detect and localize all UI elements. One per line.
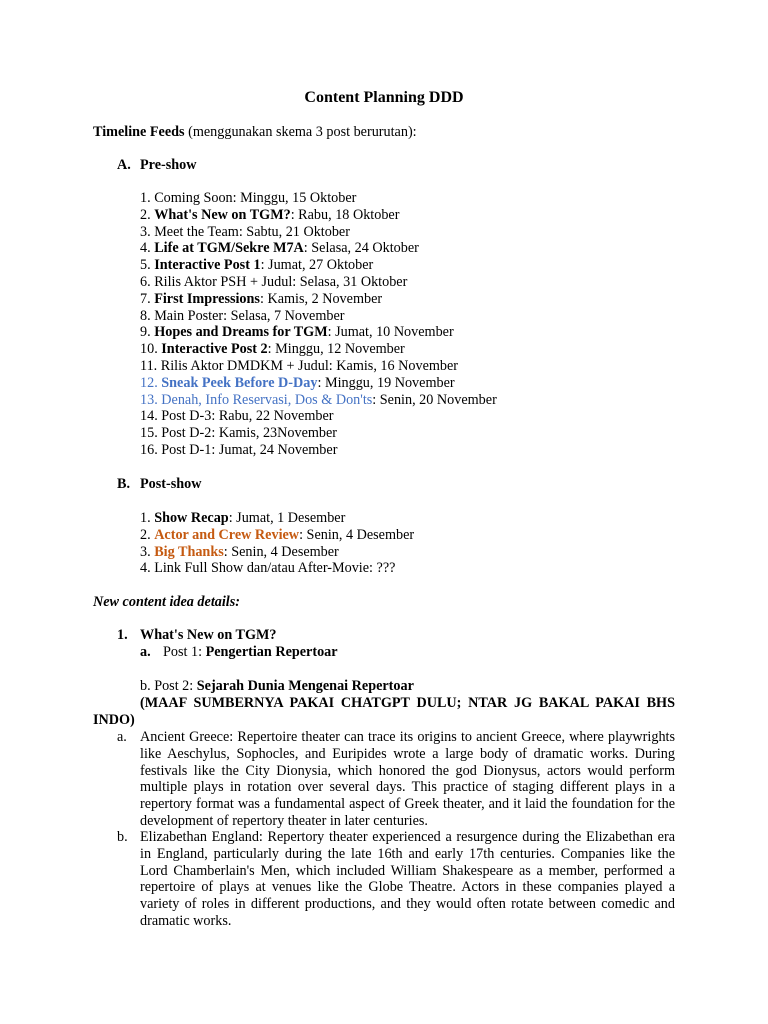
list-item: 1. Coming Soon: Minggu, 15 Oktober (140, 190, 357, 206)
document-title: Content Planning DDD (304, 89, 464, 106)
sub-a-line: Post 1: Pengertian Repertoar (163, 644, 338, 660)
list-item: 8. Main Poster: Selasa, 7 November (140, 307, 345, 324)
idea-1-marker: 1. (117, 627, 128, 643)
section-pre-heading: Pre-show (140, 157, 197, 173)
section-post-marker: B. (117, 476, 131, 492)
list-item: 1. Show Recap: Jumat, 1 Desember (140, 510, 346, 526)
section-pre-marker: A. (117, 157, 131, 173)
list-item: 4. Life at TGM/Sekre M7A: Selasa, 24 Oktober (140, 240, 419, 257)
sub-a-marker: a. (140, 644, 151, 660)
warning-note: (MAAF SUMBERNYA PAKAI CHATGPT DULU; NTAR JG BAKAL PAKAI BHS INDO) (93, 695, 675, 728)
point-a-marker: a. (117, 729, 127, 745)
point-b-paragraph: Elizabethan England: Repertory theater experienced a resurgence during the Elizabethan era in England, particularly during the late 16th and early 17th centuries. Companies like the Lord Chamberlain's Men, which included William Shakespeare as a member, performed a repertoire of plays at venues like the Globe Theatre. Actors in these companies played a variety of roles in different productions, and they would often rotate between comedic and dramatic works. (140, 829, 675, 929)
point-b-marker: b. (117, 829, 128, 845)
list-item: 4. Link Full Show dan/atau After-Movie: ??? (140, 560, 396, 577)
list-item: 10. Interactive Post 2: Minggu, 12 November (140, 341, 405, 358)
list-item: 9. Hopes and Dreams for TGM: Jumat, 10 November (140, 324, 454, 341)
list-item: 2. What's New on TGM?: Rabu, 18 Oktober (140, 206, 400, 223)
list-item: 2. Actor and Crew Review: Senin, 4 Desember (140, 526, 415, 543)
pre-show-list (140, 190, 497, 459)
intro-bold: Timeline Feeds (93, 124, 185, 140)
list-item: 6. Rilis Aktor PSH + Judul: Selasa, 31 Oktober (140, 273, 408, 290)
post-show-list (140, 510, 414, 577)
list-item: 16. Post D-1: Jumat, 24 November (140, 441, 338, 458)
list-item: 14. Post D-3: Rabu, 22 November (140, 408, 334, 425)
ideas-heading: New content idea details: (93, 594, 240, 610)
list-item: 15. Post D-2: Kamis, 23November (140, 425, 338, 442)
list-item: 11. Rilis Aktor DMDKM + Judul: Kamis, 16 November (140, 357, 459, 374)
point-a-paragraph: Ancient Greece: Repertoire theater can trace its origins to ancient Greece, where playwrights like Aeschylus, Sophocles, and Euripides wrote a large body of dramatic works. During festivals like the City Dionysia, which honored the god Dionysus, actors would perform multiple plays in rotation over several days. This practice of staging different plays in a repertory format was a fundamental aspect of Greek theater, and it laid the foundation for the development of repertory theater in later centuries. (140, 729, 675, 829)
sub-b-line: b. Post 2: Sejarah Dunia Mengenai Repertoar (140, 678, 414, 694)
intro-text: (menggunakan skema 3 post berurutan): (184, 124, 417, 140)
intro-line (93, 124, 417, 141)
list-item: 7. First Impressions: Kamis, 2 November (140, 290, 383, 307)
list-item: 5. Interactive Post 1: Jumat, 27 Oktober (140, 257, 374, 274)
list-item: 3. Big Thanks: Senin, 4 Desember (140, 543, 339, 560)
idea-1-label: What's New on TGM? (140, 627, 277, 643)
list-item: 13. Denah, Info Reservasi, Dos & Don'ts: Senin, 20 November (140, 391, 497, 408)
list-item: 3. Meet the Team: Sabtu, 21 Oktober (140, 223, 350, 240)
section-post-heading: Post-show (140, 476, 202, 492)
list-item: 12. Sneak Peek Before D-Day: Minggu, 19 November (140, 374, 455, 391)
